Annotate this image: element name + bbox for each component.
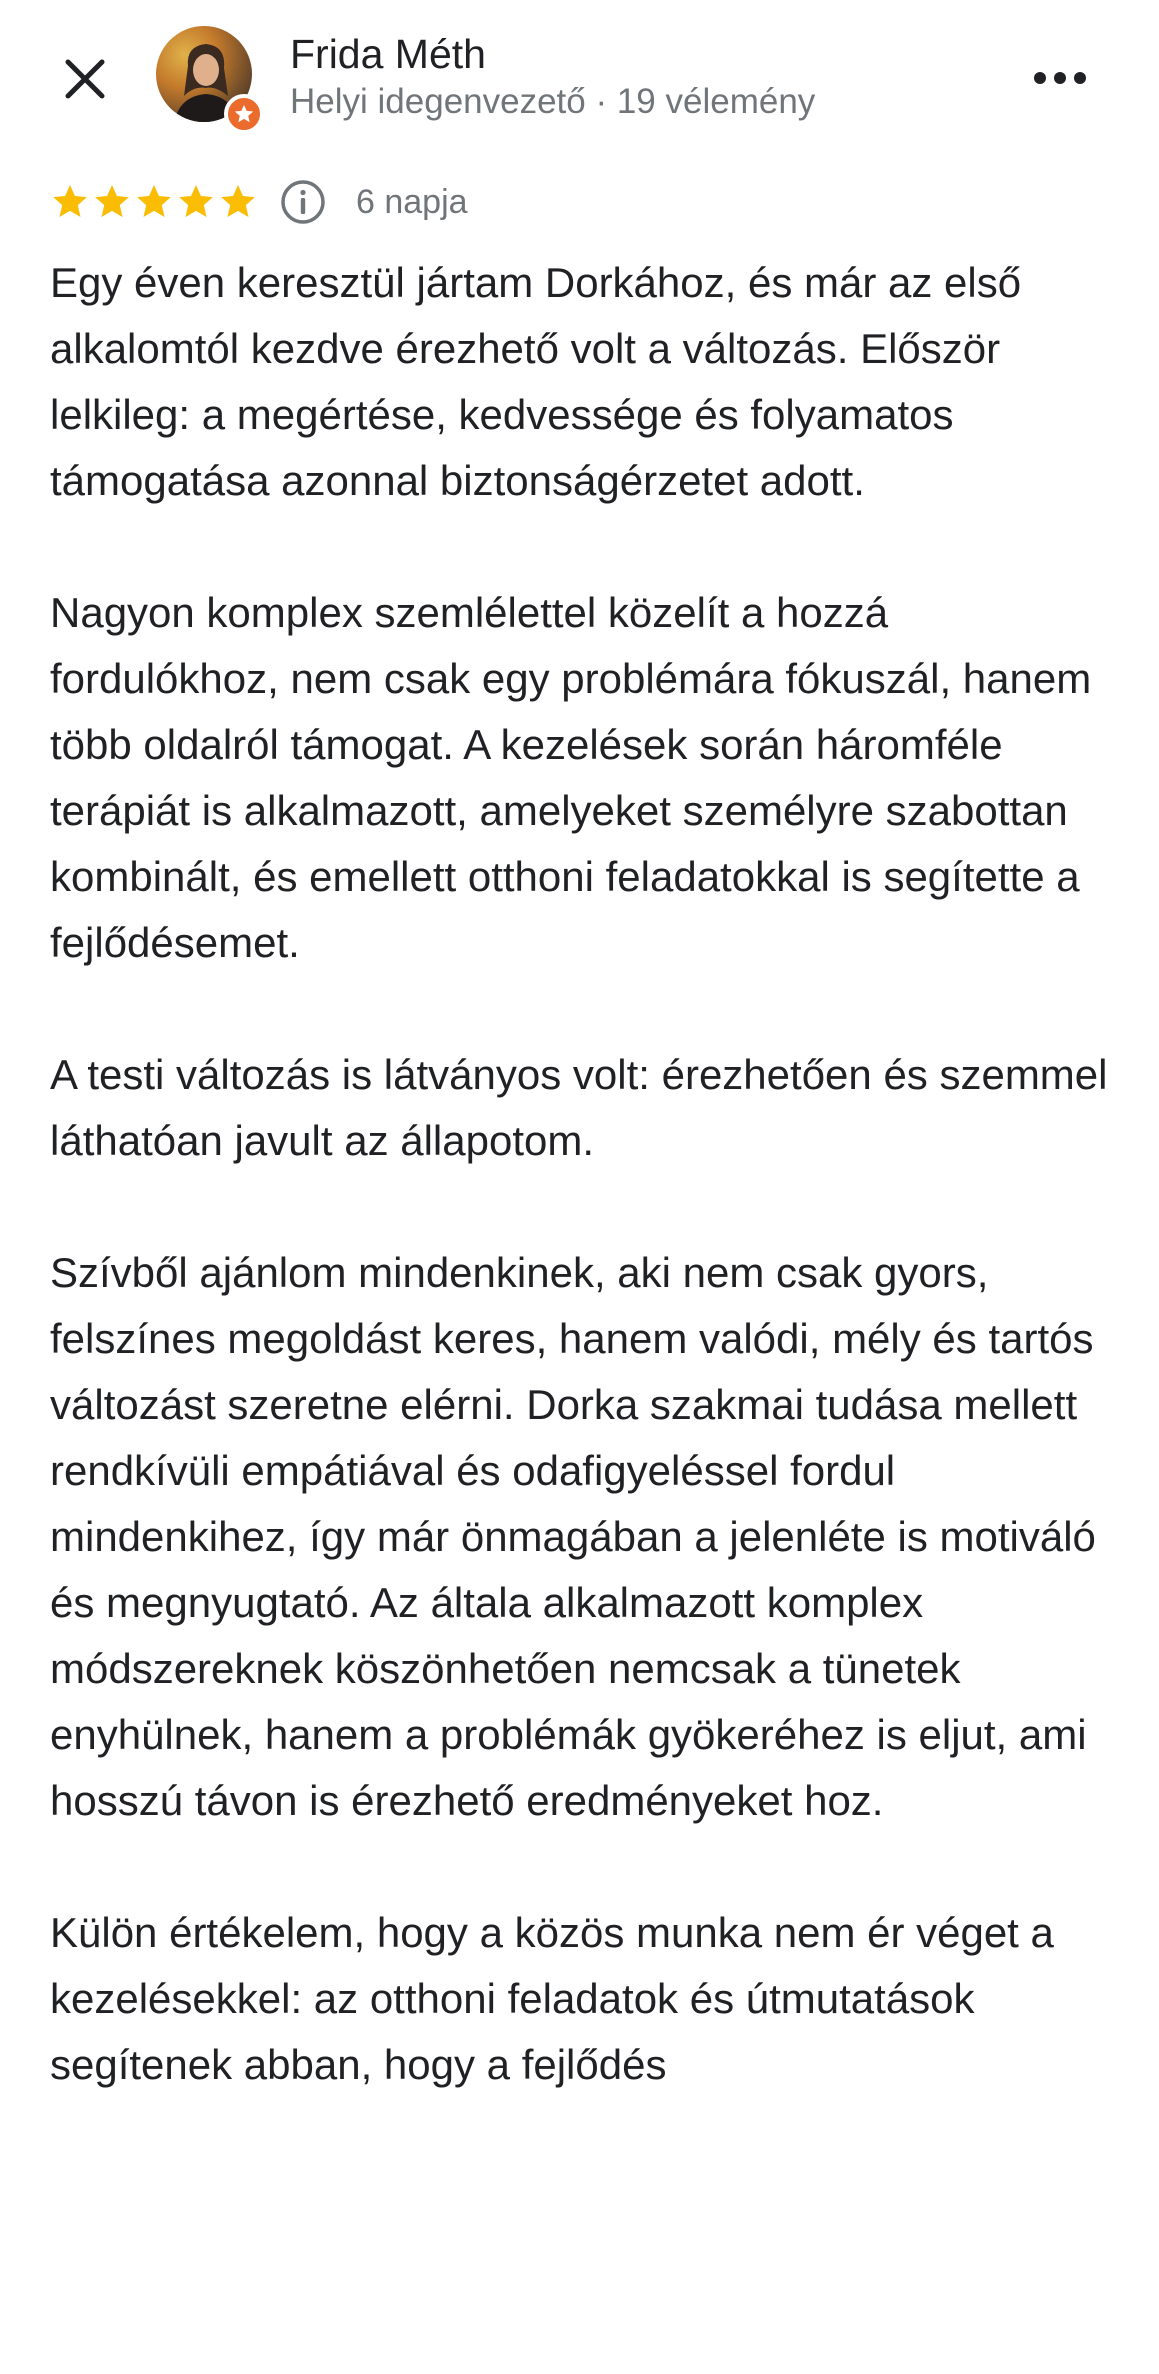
star-icon (50, 182, 90, 222)
review-paragraph-2: Nagyon komplex szemlélettel közelít a hozzá fordulókhoz, nem csak egy problémára fókuszál, hanem több oldalról támogat. A kezelések során háromféle terápiát is alkalmazott, amelyeket személyre szabottan kombinált, és emellett otthoni feladatokkal is segítette a fejlődésemet. (50, 589, 1092, 966)
info-button[interactable] (278, 177, 328, 227)
reviewer-subtitle[interactable]: Helyi idegenvezető · 19 vélemény (290, 82, 816, 121)
reviewer-name[interactable]: Frida Méth (290, 31, 486, 77)
more-horizontal-icon (1032, 70, 1088, 86)
reviewer-avatar-wrap[interactable] (156, 26, 256, 126)
close-icon (62, 56, 108, 102)
rating-row (50, 170, 468, 234)
review-text (50, 250, 1120, 2164)
review-paragraph-4: Szívből ajánlom mindenkinek, aki nem csak gyors, felszínes megoldást keres, hanem valódi, mély és tartós változást szeretne elérni. Dorka szakmai tudása mellett rendkívüli empátiával és odafigyeléssel fordul mindenkihez, így már önmagában a jelenléte is motiváló és megnyugtató. Az általa alkalmazott komplex módszereknek köszönhetően nemcsak a tünetek enyhülnek, hanem a problémák gyökeréhez is eljut, ami hosszú távon is érezhető eredményeket hoz. (50, 1249, 1096, 1824)
review-header (0, 0, 1159, 160)
close-button[interactable] (50, 44, 120, 114)
star-icon (176, 182, 216, 222)
review-paragraph-1: Egy éven keresztül jártam Dorkához, és már az első alkalomtól kezdve érezhető volt a változás. Először lelkileg: a megértése, kedvessége és folyamatos támogatása azonnal biztonságérzetet adott. (50, 259, 1022, 504)
local-guide-badge (224, 94, 264, 134)
star-badge-icon (233, 103, 255, 125)
star-icon (218, 182, 258, 222)
star-icon (92, 182, 132, 222)
more-options-button[interactable] (1020, 48, 1100, 108)
review-date: 6 napja (356, 182, 468, 221)
info-icon (279, 178, 327, 226)
star-rating (50, 182, 258, 222)
review-paragraph-3: A testi változás is látványos volt: érezhetően és szemmel láthatóan javult az állapotom. (50, 1051, 1108, 1164)
review-paragraph-5: Külön értékelem, hogy a közös munka nem ér véget a kezelésekkel: az otthoni feladatok és útmutatások segítenek abban, hogy a fejlődés (50, 1909, 1054, 2088)
star-icon (134, 182, 174, 222)
